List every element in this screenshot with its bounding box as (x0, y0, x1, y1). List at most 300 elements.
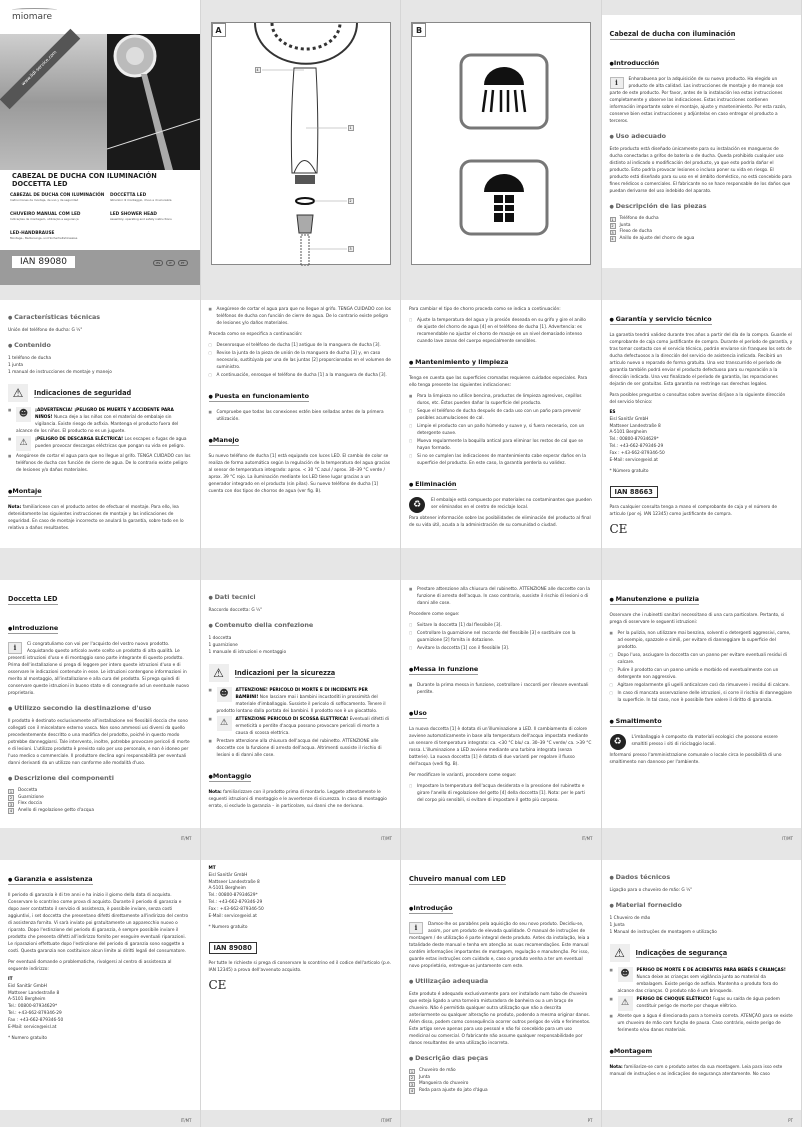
figure-label: A (212, 23, 226, 37)
paragraph (610, 612, 794, 626)
manual-page (201, 565, 402, 845)
cover-title-line: DOCCETTA LED (12, 180, 68, 188)
section-heading-wrap (610, 50, 794, 76)
address-line: Mattseer Landestraße 8 (8, 990, 60, 996)
ian-number: IAN 89080 (12, 256, 75, 268)
safety-title: Indicações de segurança (635, 948, 728, 957)
address-line: Tel.: +43-662-879346-29 (609, 443, 664, 449)
paragraph (209, 331, 393, 338)
intro-paragraph (409, 921, 593, 970)
contents-item: 1 Chuveiro de mão (609, 916, 651, 921)
callout-4: 4 (256, 68, 259, 72)
manual-page (602, 565, 802, 845)
part-label: Flexo de ducha (619, 229, 653, 234)
contents-item: 1 doccetta (208, 636, 232, 641)
bullet-text: Per la pulizia, non utilizzare mai benzina, solventi o detergenti aggressivi, come, ad esempio, spazzole e simili, per evitare di danneggiare la superficie del prodotto. (617, 631, 791, 650)
safety-heading (610, 944, 794, 962)
service-address (209, 866, 393, 920)
bullet-item (409, 438, 593, 452)
bullet-text: Ajuste la temperatura del agua y la presión deseada en su grifo y gire el anillo de ajuste del chorro de agua [4] en el teléfono de ducha [1]. Advertencia: es recomendable no ajustar el chorro de masaje en un nivel demasiado intenso cuando lave zonas del cuerpo especialmente sensibles. (417, 318, 586, 344)
bullet-text: Revise la junta de la pieza de unión de la manguera de ducha [3] y, en caso necesario, sustitúyala por una de las juntas [2] proporcionadas en el volumen de suministro. (216, 351, 391, 370)
bullet-marker: □ (208, 343, 212, 347)
address-line: Eisl Sanitär GmbH (609, 416, 649, 422)
cover-page (0, 0, 201, 285)
warning-bold: PERIGO DE MORTE E DE ACIDENTES PARA BEBÉS E CRIANÇAS! (636, 968, 786, 973)
address-line: A-5101 Bergheim (208, 886, 246, 892)
cover-title (12, 172, 157, 188)
warning-bold: PERIGO DE CHOQUE ELÉTRICO! (636, 997, 712, 1002)
photo-dark-panel (107, 34, 200, 170)
paragraph-text: Il periodo di garanzia è di tre anni e ha inizio il giorno della data di acquisto. Conservare lo scontrino come prova di acquisto. Durante il periodo di garanzia e dopo aver contattato il servizio di assistenza, è possibile inviare, senza costi aggiuntivi, i set doccetta che presentano difetti direttamente all'indirizzo del centro di assistenza fornito. Vi sarà inviato poi gratuitamente un apparecchio nuovo o riparato. Dopo l'estinzione del periodo di garanzia, è sempre possibile inviare il prodotto che presenta difetti all'indirizzo fornito per eseguire eventuali riparazioni. Le riparazioni effettuate dopo l'estinzione del periodo di garanzia sono soggette a costi. Questa garanzia non costituisce alcun limite ai diritti legali del consumatore. (8, 893, 189, 954)
bullet-text: A continuación, enrosque el teléfono de ducha [1] a la manguera de ducha [3]. (216, 373, 387, 378)
safety-title: Indicazioni per la sicurezza (234, 668, 336, 677)
paragraph-text: * Número gratuito (609, 469, 649, 475)
address-line: E-Mail: service@eisl.at (609, 457, 658, 463)
bullet-item (610, 667, 794, 681)
ce-mark: CE (208, 978, 227, 993)
ian-number: IAN 88663 (610, 486, 658, 498)
bullet-text: Dopo l'uso, asciugare la doccetta con un panno per evitare eventuali residui di calcare. (617, 653, 787, 665)
bullet-marker: ■ (409, 683, 413, 687)
part-number: 2 (611, 223, 614, 228)
section-heading: ● Eliminación (409, 480, 457, 490)
paragraph-text: * Numero gratuito (208, 925, 248, 931)
section-heading-wrap (209, 427, 393, 453)
paragraph-text: Informarsi presso l'amministrazione comunale o locale circa le possibilità di uno smaltimento non dannoso per l'ambiente. (609, 753, 782, 765)
paragraph-text: Tenga en cuenta que las superficies cromadas requieren cuidados especiales. Para ello tenga presente las siguientes indicaciones: (409, 376, 588, 388)
language-title: LED SHOWER HEAD (110, 212, 157, 217)
bullet-text: Agitare regolarmente gli ugelli anticalcare così da rimuovere i residui di calcare. (617, 683, 790, 688)
bullet-item (209, 350, 393, 371)
bullet-text: Svitare la doccetta [1] dal flessibile [3]. (417, 623, 502, 628)
page-footer: IT/MT (782, 836, 793, 841)
bullet-marker: ■ (208, 307, 212, 311)
part-number: 3 (611, 229, 614, 235)
spread-es (0, 285, 802, 565)
country-code: PT (178, 260, 188, 266)
page-footer: PT (587, 1118, 593, 1123)
language-entry (110, 212, 190, 221)
manual-page (602, 0, 802, 285)
page-content (602, 580, 802, 828)
contents-item: 1 guarnizione (208, 643, 238, 648)
part-number: 1 (410, 1068, 414, 1074)
language-title: LED-HANDBRAUSE (10, 231, 55, 236)
paragraph (610, 468, 794, 475)
paragraph-text: Ci congratuliamo con voi per l'acquisto del vostro nuovo prodotto. Acquistando questo articolo avete scelto un prodotto di alta qualità. Le presenti istruzioni d'uso e di montaggio sono parte integrante di questo prodotto. Prima dell'installazione si prega di leggere per intero queste istruzioni d'uso e di osservare le indicazioni contenute in esse. Le istruzioni contengono informazioni in merito al montaggio, all'installazione e alla cura del prodotto. Si prega quindi di conservare queste istruzioni in buono stato e di consegnarle ad un eventuale nuovo proprietario. (8, 642, 190, 696)
bullet-item (610, 682, 794, 689)
section-heading: ● Mantenimiento y limpieza (409, 358, 508, 368)
section-heading: ● Material fornecido (610, 901, 794, 909)
language-desc: Montage-, Bedienungs- und Sicherheitshinweise (10, 236, 78, 240)
paragraph-text: Este produto é adequado exclusivamente para ser instalado num tubo de chuveiro que esteja ligado a uma torneira misturadora de banheira ou a um braço de chuveiro. Não é permitida qualquer outra utilização que não a descrita anteriormente ou qualquer alteração no produto, podendo a mesma originar danos. Além disso, podem como consequência ocorrer outros perigos de vida e ferimentos. Este artigo serve apenas para uso pessoal e não foi concebido para um uso medicinal ou comercial. O fabricante não assume qualquer responsabilidade por danos resultantes de uma utilização incorreta. (409, 992, 591, 1046)
section-heading-wrap (209, 763, 393, 789)
bullet-marker: ■ (609, 1014, 613, 1018)
bullet-text: Prestare attenzione alla chiusura dell'acqua del rubinetto. ATTENZIONE alle doccette con la funzione di arresto dell'acqua. Altrimenti sussiste il rischio di lesioni o di danni alle cose. (216, 739, 382, 758)
address-line: A-5101 Bergheim (609, 430, 647, 436)
bullet-marker: ■ (208, 688, 212, 692)
section-heading: ● Utilização adequada (409, 977, 593, 985)
service-address (610, 410, 794, 464)
bullet-marker: ■ (409, 587, 413, 591)
ian-wrap (209, 935, 393, 960)
bullet-text: Si no se cumplen las indicaciones de mantenimiento cabe esperar daños en la superficie del producto. En este caso, la garantía perdería su validez. (417, 454, 586, 466)
bullet-text: Atente que a água é direcionada para a torneira correta. ATENÇÃO para se existe um chuveiro de mão com função de pausa. Caso contrário, existe perigo de ferimento e/ou danos materiais. (617, 1014, 793, 1033)
paragraph (209, 960, 393, 974)
section-heading: ● Introducción (610, 59, 660, 69)
figure-b (411, 22, 591, 265)
bullet-text: Impostare la temperatura dell'acqua desiderata e la pressione del rubinetto e girare l'anello di regolazione del getto [4] della doccetta [1]. Nota: per le parti del corpo più sensibili, si evitare di impostare il getto più corposo. (417, 784, 585, 803)
bullet-item (8, 453, 192, 474)
section-heading: ● Introdução (409, 904, 453, 914)
bullet-text: Desenrosque el teléfono de ducha [1] antiguo de la manguera de ducha [3]. (216, 343, 381, 348)
bullet-text: In caso di mancata osservazione delle istruzioni, si corre il rischio di danneggiare la superficie. In tal caso, non è possibile fare valere il diritto di garanzia. (617, 691, 792, 703)
address-country: ES (609, 410, 616, 415)
bullet-item (610, 652, 794, 666)
bullet-text: Limpie el producto con un paño húmedo y suave y, si fuera necesario, con un detergente suave. (417, 424, 585, 436)
part-label: Junta (619, 222, 631, 228)
paragraph-text: familiarize-se com o produto antes da sua montagem. Leia para isso este manual de instruções e as indicações de segurança atentamente. No caso (609, 1065, 783, 1077)
rain-spray-icon (461, 55, 547, 128)
callout-2: 2 (349, 199, 352, 203)
bullet-text: Los escapes o fugas de agua pueden provocar descargas eléctricas que pongan su vida en peligro. (35, 437, 187, 449)
bullet-item (209, 306, 393, 327)
warning-bold: ATTENZIONE PERICOLO DI SCOSSA ELETTRICA! (235, 717, 349, 722)
bullet-marker: □ (609, 683, 613, 687)
bullet-item (610, 967, 794, 995)
paragraph-text: Per tutte le richieste si prega di conservare lo scontrino ed il codice dell'articolo (p.e. IAN 12345) a prova dell'avvenuto acquisto. (208, 961, 392, 974)
bullet-item (610, 1013, 794, 1034)
paragraph-text: Este producto está diseñado únicamente para su instalación en mangueras de ducha conectadas a grifos de batería o de ducha. Queda prohibido cualquier uso distinto al indicado o modificación del producto, ya que esto podría dañar el producto. Esto podría provocar lesiones o incluso poner su vida en riesgo. El producto está diseñado para su uso en el ámbito doméstico, no está concebido para fines médicos o comerciales. El fabricante no se hace responsable de los daños que puedan derivarse del uso indebido del aparato. (609, 147, 792, 194)
bullet-marker: □ (609, 653, 613, 657)
intro-paragraph (610, 76, 794, 125)
language-entry (110, 193, 190, 202)
section-heading: ● Smaltimento (610, 717, 662, 727)
spray-modes-drawing (412, 23, 592, 266)
paragraph (8, 892, 192, 955)
bullet-marker: □ (208, 373, 212, 377)
section-heading: ● Manutenzione e pulizia (610, 595, 700, 605)
bullet-item (409, 682, 593, 696)
page-content (602, 300, 802, 548)
page-title: Doccetta LED (8, 595, 58, 603)
section-heading: ● Uso adecuado (610, 132, 794, 140)
address-line: Tel.: +43-662-879346-29 (8, 1010, 62, 1016)
part-label: Chuveiro de mão (419, 1068, 456, 1073)
part-number: 4 (9, 808, 13, 813)
section-heading-wrap (8, 615, 192, 641)
bullet-text: Non lasciare mai i bambini incustoditi in prossimità del materiale d'imballaggio. Sussiste il pericolo di soffocamento. Tenere il prodotto lontano dalla portata dei bambini. Il prodotto non è un giocattolo. (216, 695, 386, 714)
paragraph (209, 453, 393, 495)
paragraph-text: El embalaje está compuesto por materiales no contaminantes que pueden ser eliminados en el centro de reciclaje local. (431, 498, 592, 510)
paragraph-text: Raccordo doccetta: G ½" (208, 608, 263, 613)
electric-warning-icon: ⚠ (16, 436, 31, 451)
figure-a-page (201, 0, 402, 285)
bullet-item (209, 738, 393, 759)
section-heading-wrap (409, 349, 593, 375)
language-entry (10, 231, 110, 240)
electric-warning-icon: ⚠ (217, 716, 232, 731)
paragraph-text: La nuova doccetta [1] è dotata di un'illuminazione a LED. Il cambiamento di colore avviene automaticamente in base alla temperatura dell'acqua impostata mediante un sensore di temperatura integrato: ca. <30 °C blu/ ca. 30–39 °C verde/ ca. >39 °C rossa. L'illuminazione a LED avviene mediante una turbina integrata (senza batterie). La nuova doccetta [1] è dotata di due varianti per regolare il flusso dell'acqua (vedi fig. B). (409, 727, 592, 767)
page-content (602, 860, 802, 1110)
bullet-marker: □ (409, 424, 413, 428)
part-label: Guarnizione (18, 794, 44, 800)
paragraph (209, 924, 393, 931)
bullet-text: Nunca deixe as crianças sem vigilância junto ao material da embalagem. Existe perigo de asfixia. Mantenha o produto fora do alcance das crianças. O produto não é um brinquedo. (617, 975, 778, 994)
part-label: Doccetta (18, 788, 38, 793)
warning-triangle-icon: ⚠ (8, 384, 28, 402)
spread-it (0, 565, 802, 845)
bullet-item (8, 407, 192, 435)
section-heading: ● Dados técnicos (610, 873, 794, 881)
paragraph-text: familiarizzare con il prodotto prima di montarlo. Leggete attentamente le seguenti istruzioni di montaggio e le avvertenze di sicurezza. In caso di montaggio errato, si esclude la garanzia – in particolare, sui danni che ne derivano. (208, 790, 387, 809)
paragraph-text: La garantía tendrá validez durante tres años a partir del día de la compra. Guarde el comprobante de caja como justificante de compra. Durante el período de garantía, y tras tomar contacto con el servicio técnico, podrán enviarse sin franqueo los sets de ducha defectuosos a la dirección del servicio de asistencia indicada. Recibirá un artículo nuevo o reparado de forma gratuita. Una vez transcurrido el período de garantía también podrá enviar el producto defectuoso para su reparación a la dirección indicada. Una vez finalizado el período de garantía, las reparaciones dejarán de ser gratuitas. Esta garantía no restringe sus derechos legales. (609, 333, 793, 387)
paragraph (409, 726, 593, 768)
spread-cover (0, 0, 802, 285)
section-heading: ● Uso (409, 709, 427, 719)
paragraph-text: Per modificare le varianti, procedere come segue: (409, 773, 517, 778)
website-banner: www.lidl-service.com (0, 29, 80, 110)
section-heading: ● Puesta en funcionamiento (209, 392, 309, 402)
recycling-icon: ♻ (610, 734, 626, 750)
manual-page (401, 845, 602, 1127)
section-heading: ● Garanzia e assistenza (8, 875, 93, 885)
paragraph (8, 1035, 192, 1042)
paragraph (409, 611, 593, 618)
paragraph (409, 306, 593, 313)
shower-head-image (107, 34, 200, 170)
bullet-marker: □ (409, 631, 413, 635)
section-heading: ● Manejo (209, 436, 240, 446)
section-heading: ● Contenido (8, 341, 192, 349)
bullet-marker: ■ (8, 437, 12, 441)
language-desc: Istruzioni di montaggio, d'uso e di sicurezza (110, 198, 172, 202)
bullet-marker: □ (409, 409, 413, 413)
contents-item: 1 manuale di istruzioni e montaggio (208, 650, 287, 655)
country-code: IT (166, 260, 175, 266)
address-line: A-5101 Bergheim (8, 997, 46, 1003)
section-heading: ● Introduzione (8, 624, 58, 634)
part-label: Anello di regolazione getto d'acqua (18, 807, 95, 813)
bullet-marker: □ (409, 318, 413, 322)
paragraph (409, 991, 593, 1047)
paragraph (610, 1064, 794, 1078)
section-heading-wrap (409, 895, 593, 921)
address-line: Fax : +43-662-879346-50 (609, 450, 665, 456)
bullet-text: Asegúrese de cortar el agua para que no llegue al grifo. TENGA CUIDADO con los teléfonos de ducha con función de cierre de agua. De lo contrario existe peligro de lesiones y/o daños materiales. (16, 454, 191, 473)
section-heading: ● Descrizione dei componenti (8, 774, 192, 782)
paragraph (209, 789, 393, 810)
paragraph (409, 515, 593, 529)
parts-list-item (8, 808, 192, 815)
paragraph-bold: Nota: (609, 1065, 623, 1070)
paragraph-text: Unión del teléfono de ducha: G ½" (8, 328, 83, 333)
recycling-note (409, 497, 593, 511)
paragraph-text: Per eventuali domande o problematiche, rivolgersi al centro di assistenza al seguente indirizzo: (8, 960, 172, 972)
warning-bold: ATTENZIONE! PERICOLO DI MORTE E DI INCIDENTE PER BAMBINI! (235, 688, 368, 700)
bullet-marker: ■ (8, 408, 12, 412)
bullet-text: Controllare la guarnizione nel raccordo del flessibile [3] e sostituire con la guarnizione [2] fornita in dotazione. (417, 631, 576, 643)
bullet-text: Para la limpieza no utilice bencina, productos de limpieza agresivos, cepillos duros, etc. Éstos pueden dañar la superficie del producto. (417, 394, 582, 406)
cover-footer-band (0, 250, 200, 285)
part-label: Roda para ajuste do jato d'água (419, 1087, 488, 1093)
paragraph (610, 887, 794, 894)
bullet-item (8, 436, 192, 452)
part-number: 4 (410, 1088, 414, 1093)
bullet-marker: □ (409, 623, 413, 627)
language-title: CHUVEIRO MANUAL COM LED (10, 212, 81, 217)
page-footer: PT (788, 1118, 793, 1123)
part-label: Mangueira do chuveiro (419, 1081, 469, 1086)
bullet-item (209, 372, 393, 379)
contents-item: 1 manual de instrucciones de montaje y manejo (8, 370, 112, 375)
manual-info-icon: i (409, 922, 423, 934)
bullet-item (610, 996, 794, 1012)
language-entry (10, 193, 110, 202)
bullet-item (409, 630, 593, 644)
paragraph-text: Enhorabuena por la adquisición de su nuevo producto. Ha elegido un producto de alta calidad. Las instrucciones de montaje y de manejo son parte de este producto. Por favor, antes de la instalación lea estas instrucciones completamente y observe las indicaciones. Estas instrucciones contienen información importante sobre el montaje, ajuste y mantenimiento. Por esta razón, conserve bien estas instrucciones y adjúntelas en caso entregar el producto a terceros. (609, 77, 787, 124)
paragraph (8, 718, 192, 767)
address-line: Tel.: 00800-87934629* (609, 437, 659, 443)
manual-info-icon: i (8, 642, 22, 654)
recycling-icon: ♻ (409, 497, 425, 513)
paragraph-text: * Numero gratuito (8, 1036, 47, 1042)
spread-it-pt (0, 845, 802, 1127)
warning-bold: ¡PELIGRO DE DESCARGA ELÉCTRICA! (35, 437, 124, 442)
ian-wrap (610, 479, 794, 504)
parts-list-item (409, 1088, 593, 1095)
bullet-marker: □ (609, 691, 613, 695)
section-heading-wrap (610, 586, 794, 612)
bullet-marker: □ (409, 454, 413, 458)
section-heading: ● Características técnicas (8, 313, 192, 321)
bullet-marker: ■ (609, 631, 613, 635)
figure-a (211, 22, 391, 265)
paragraph-text: familiarícese con el producto antes de efectuar el montaje. Para ello, lea detenidamente las siguientes instrucciones de montaje y las indicaciones de seguridad. En caso de montaje incorrecto se anulará la garantía, sobre todo en lo relativo a daños resultantes. (8, 505, 184, 531)
bullet-marker: ■ (208, 717, 212, 721)
paragraph (8, 959, 192, 973)
bullet-item (409, 453, 593, 467)
section-heading-wrap (409, 656, 593, 682)
paragraph-text: Proceda como se especifica a continuación: (208, 332, 303, 337)
address-line: Eisl Sanitär GmbH (8, 983, 47, 989)
paragraph (409, 772, 593, 779)
language-entry (10, 212, 110, 221)
manual-page (401, 565, 602, 845)
bullet-item (409, 586, 593, 607)
bullet-marker: ■ (609, 997, 613, 1001)
part-label: Junta (419, 1074, 431, 1080)
part-number: 4 (611, 236, 614, 241)
intro-paragraph (8, 641, 192, 697)
parts-list-item (610, 236, 794, 243)
section-heading: ● Garantía y servicio técnico (610, 315, 712, 325)
bullet-item (209, 342, 393, 349)
address-line: Tel.: +43-662-879346-29 (208, 899, 263, 905)
bullet-text: Nunca deje a los niños con el material de embalaje sin vigilancia. Existe riesgo de asfixia. Mantenga el producto fuera del alcance de los niños. El producto no es un juguete. (16, 415, 179, 434)
page-content (401, 580, 601, 828)
paragraph (8, 504, 192, 532)
child-warning-icon: ☻ (618, 967, 633, 982)
address-country: IT (8, 977, 13, 982)
bullet-item (409, 622, 593, 629)
paragraph-bold: Nota: (208, 790, 222, 795)
ce-mark: CE (609, 522, 628, 537)
paragraph-bold: Nota: (8, 505, 22, 510)
section-heading: ● Utilizzo secondo la destinazione d'uso (8, 704, 192, 712)
section-heading: ● Montaje (8, 487, 42, 497)
warning-triangle-icon: ⚠ (610, 944, 630, 962)
page-content (0, 580, 200, 828)
manual-page (602, 285, 802, 565)
section-heading-wrap (610, 306, 794, 332)
page-content (401, 300, 601, 548)
brand-logo: miomare (12, 12, 53, 22)
page-footer: IT/MT (581, 836, 593, 841)
contents-item: 1 teléfono de ducha (8, 356, 52, 361)
bullet-item (209, 687, 393, 715)
page-content (201, 300, 401, 548)
contents-item: 1 Manual de instruções de montagem e utilização (609, 930, 717, 935)
country-codes (153, 260, 187, 266)
part-number: 1 (9, 788, 13, 794)
paragraph (8, 327, 192, 334)
bullet-text: Asegúrese de cortar el agua para que no llegue al grifo. TENGA CUIDADO con los teléfonos de ducha con función de cierre de agua. De lo contrario existe peligro de lesiones y/o daños materiales. (216, 307, 392, 326)
paragraph-text: Damos-lhe os parabéns pela aquisição do seu novo produto. Decidiu-se, assim, por um produto de elevada qualidade. O manual de instruções de montagem / de utilização é parte integral deste produto. Antes da instalação, leia a totalidade deste manual e tenha em atenção as suas recomendações. Este manual contém informações importantes de montagem, regulação e manutenção. Por isso, guarde estas instruções com cuidado e, caso o produto venha a ter um eventual novo proprietário, entregue-as juntamente com este. (409, 922, 590, 969)
address-line: Mattseer Landestraße 8 (609, 423, 661, 429)
paragraph-text: Procedere come segue: (409, 612, 460, 617)
page-content (201, 580, 401, 828)
paragraph (610, 332, 794, 388)
bullet-item (409, 393, 593, 407)
section-heading-wrap (8, 866, 192, 892)
section-heading: ● Contenuto della confezione (209, 621, 393, 629)
paragraph-text: Su nuevo teléfono de ducha [1] está equipado con luces LED. El cambio de color se realiza de forma automática según la regulación de la temperatura del agua gracias al sensor de temperatura integrado: aprox. < 30 °C azul / aprox. 30–39 °C verde / aprox. 39 °C rojo. La iluminación mediante los LED tiene lugar gracias a un generador integrado en el producto (sin pilas). Su nuevo teléfono de ducha [1] cuenta con dos tipos de chorros de agua (ver fig. B). (208, 454, 391, 494)
bullet-text: Fugas ou saída de água podem constituir perigo de morte por choque elétrico. (636, 997, 780, 1009)
paragraph-text: Para cambiar el tipo de chorro proceda como se indica a continuación: (409, 307, 561, 312)
page-footer: IT/MT (180, 836, 192, 841)
paragraph-text: Ligação para o chuveiro de mão: G ½" (609, 888, 693, 893)
safety-heading (209, 664, 393, 682)
bullet-item (409, 423, 593, 437)
address-line: Fax : +43-662-879346-50 (208, 906, 264, 912)
address-line: E-Mail: service@eisl.at (8, 1024, 57, 1030)
section-heading-wrap (610, 708, 794, 734)
page-title: Cabezal de ducha con iluminación (609, 30, 736, 38)
paragraph (409, 375, 593, 389)
address-line: Eisl Sanitär GmbH (208, 872, 248, 878)
paragraph (610, 752, 794, 766)
warning-bold: ¡ADVERTENCIA! ¡PELIGRO DE MUERTE Y ACCIDENTE PARA NIÑOS! (35, 408, 174, 420)
paragraph (610, 146, 794, 195)
bullet-text: Compruebe que todas las conexiones estén bien selladas antes de la primera utilización. (216, 410, 384, 422)
bullet-item (209, 716, 393, 737)
address-line: Fax : +43-662-879346-50 (8, 1017, 64, 1023)
page-content (0, 300, 200, 548)
bullet-text: Prestare attenzione alla chiusura del rubinetto. ATTENZIONE alle doccette con la funzione di arresto dell'acqua. In caso contrario, sussiste il rischio di lesioni o di danni alle cose. (417, 587, 591, 606)
page-footer: IT/MT (180, 1118, 192, 1123)
bullet-text: Pulire il prodotto con un panno umido e morbido ed eventualmente con un detergente non aggressivo. (617, 668, 779, 680)
page-content (602, 15, 802, 268)
bullet-item (209, 409, 393, 423)
section-heading: ● Montagem (610, 1047, 653, 1057)
child-warning-icon: ☻ (217, 687, 232, 702)
shower-exploded-drawing (212, 23, 392, 266)
page-footer: IT/MT (381, 836, 392, 841)
electric-warning-icon: ⚠ (618, 996, 633, 1011)
address-line: Tel.: 00800-87934629* (208, 893, 258, 899)
cover-title-line: CABEZAL DE DUCHA CON ILUMINACIÓN (12, 172, 157, 180)
